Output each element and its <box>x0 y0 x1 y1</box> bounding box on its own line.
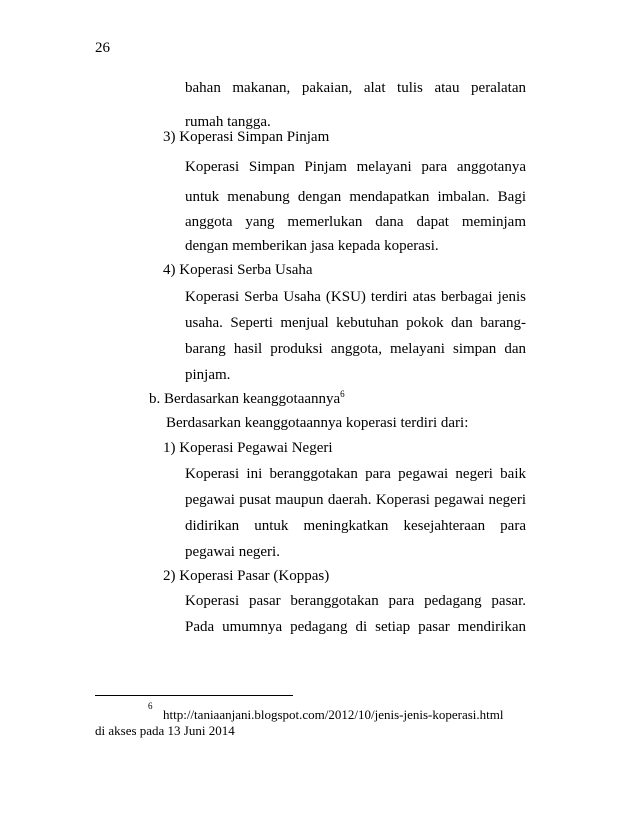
list-item-heading: 2) Koperasi Pasar (Koppas) <box>163 568 330 584</box>
footnote-mark: 6 <box>148 701 153 711</box>
text-line: pinjam. <box>185 367 231 383</box>
text-line: untuk menabung dengan mendapatkan imbalan. Bagi <box>185 189 526 205</box>
text-line: anggota yang memerlukan dana dapat meminjam <box>185 214 526 230</box>
list-item-heading: 3) Koperasi Simpan Pinjam <box>163 129 330 145</box>
text-line: pegawai negeri. <box>185 544 280 560</box>
footnote-url: http://taniaanjani.blogspot.com/2012/10/jenis-jenis-koperasi.html <box>163 707 504 722</box>
page-number: 26 <box>95 40 110 56</box>
text-line: usaha. Seperti menjual kebutuhan pokok dan barang- <box>185 315 526 331</box>
text-line: Pada umumnya pedagang di setiap pasar mendirikan <box>185 619 526 635</box>
footnote-access-date: di akses pada 13 Juni 2014 <box>95 723 235 738</box>
text-line: Koperasi ini beranggotakan para pegawai negeri baik <box>185 466 526 482</box>
text-line: rumah tangga. <box>185 114 271 130</box>
text-line: dengan memberikan jasa kepada koperasi. <box>185 238 439 254</box>
text-line: Berdasarkan keanggotaannya koperasi terdiri dari: <box>166 415 469 431</box>
footnote-divider <box>95 695 293 696</box>
text-line: didirikan untuk meningkatkan kesejahteraan para <box>185 518 526 534</box>
text-line: bahan makanan, pakaian, alat tulis atau peralatan <box>185 80 526 96</box>
text-line: Koperasi Simpan Pinjam melayani para anggotanya <box>185 159 526 175</box>
section-heading <box>149 389 345 409</box>
text-line: Koperasi Serba Usaha (KSU) terdiri atas berbagai jenis <box>185 289 526 305</box>
text-line: pegawai pusat maupun daerah. Koperasi pegawai negeri <box>185 492 526 508</box>
text-line: barang hasil produksi anggota, melayani simpan dan <box>185 341 526 357</box>
list-item-heading: 1) Koperasi Pegawai Negeri <box>163 440 333 456</box>
text-line: Koperasi pasar beranggotakan para pedagang pasar. <box>185 593 526 609</box>
footnote-reference: 6 <box>340 389 345 399</box>
list-item-heading: 4) Koperasi Serba Usaha <box>163 262 313 278</box>
section-heading-text: b. Berdasarkan keanggotaannya <box>149 391 341 407</box>
